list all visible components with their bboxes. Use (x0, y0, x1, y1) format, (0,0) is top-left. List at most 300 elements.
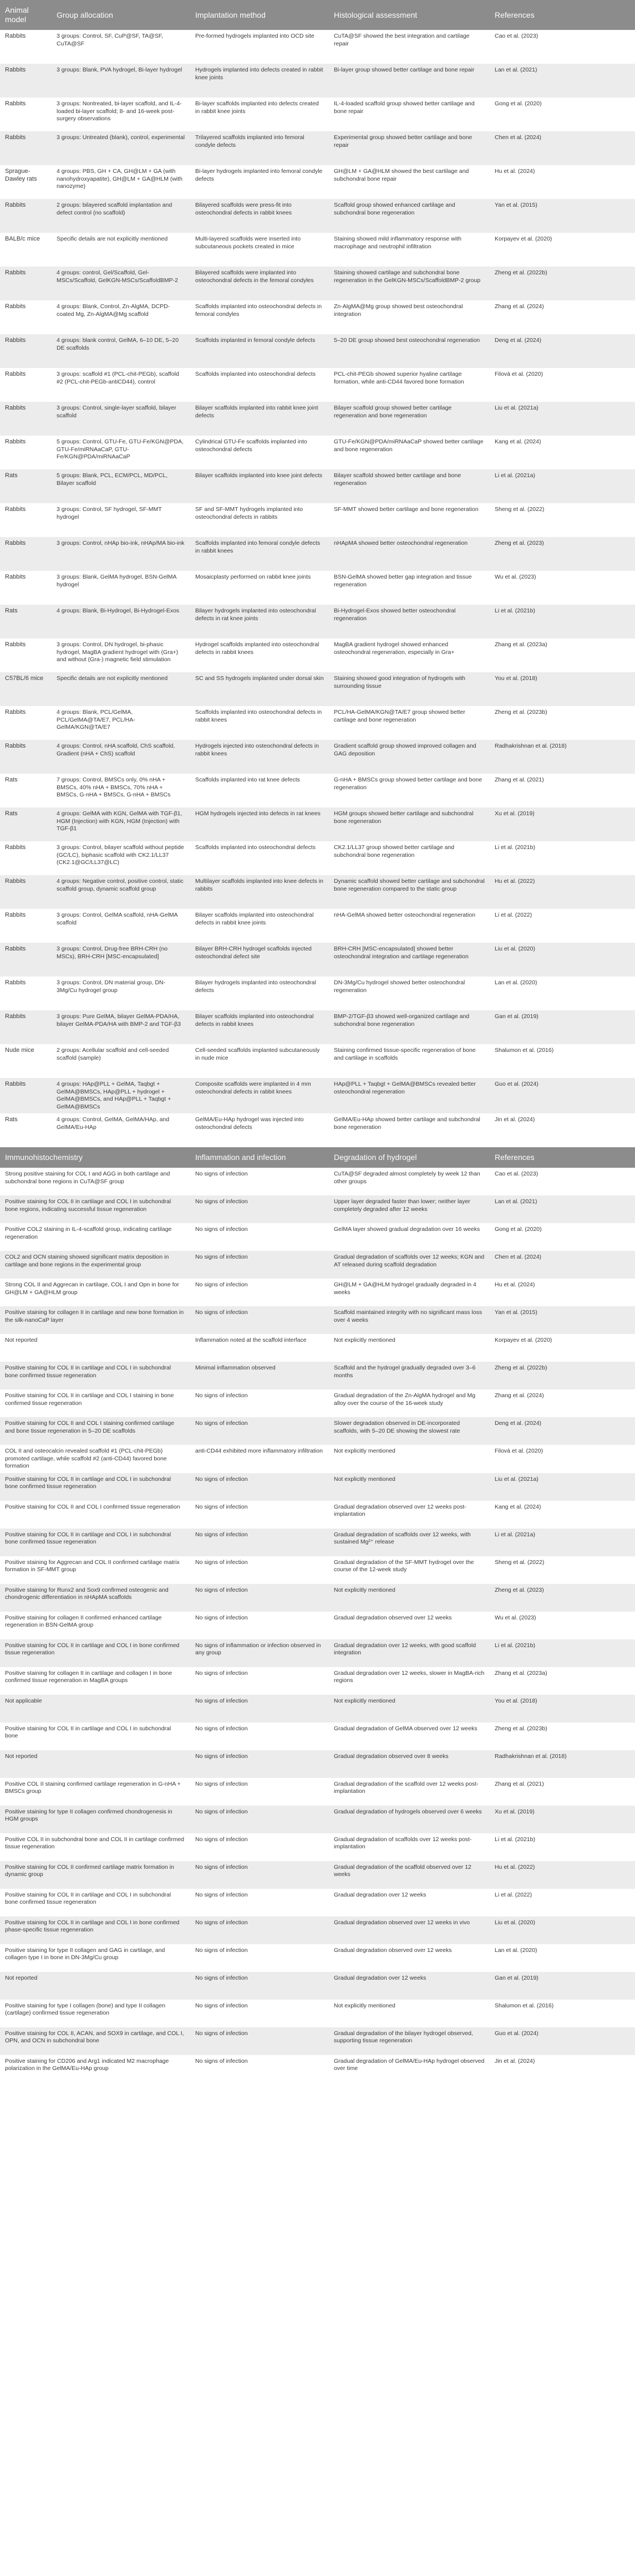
implantation-method-cell: Bilayer BRH-CRH hydrogel scaffolds injected osteochondral defect site (190, 943, 329, 977)
table-row (0, 875, 635, 909)
inflammation-cell: No signs of infection (190, 1279, 329, 1306)
reference-cell: Wu et al. (2023) (490, 571, 635, 605)
animal-model-cell: Rabbits (0, 267, 52, 300)
inflammation-cell: No signs of infection (190, 1806, 329, 1833)
group-allocation-cell: 2 groups: bilayered scaffold implantation and defect control (no scaffold) (52, 199, 190, 233)
animal-model-cell: Rabbits (0, 740, 52, 774)
animal-model-cell: Rabbits (0, 368, 52, 402)
inflammation-cell: No signs of infection (190, 1306, 329, 1334)
histological-assessment-cell: SF-MMT showed better cartilage and bone regeneration (329, 503, 490, 537)
immunohistochemistry-cell: Positive staining for COL II in cartilage and COL I in subchondral bone confirmed tissue regeneration (0, 1889, 190, 1916)
histological-assessment-cell: HAp@PLL + Taqbgt + GelMA@BMSCs revealed better osteochondral regeneration (329, 1078, 490, 1113)
table-row (0, 1473, 635, 1501)
inflammation-cell: No signs of infection (190, 1916, 329, 1944)
histological-assessment-cell: 5–20 DE group showed best osteochondral regeneration (329, 334, 490, 368)
table-row (0, 1501, 635, 1529)
degradation-cell: Scaffold maintained integrity with no significant mass loss over 4 weeks (329, 1306, 490, 1334)
histological-assessment-cell: Scaffold group showed enhanced cartilage and subchondral bone regeneration (329, 199, 490, 233)
reference-cell: Kang et al. (2024) (490, 436, 635, 469)
table-row (0, 571, 635, 605)
immunohistochemistry-cell: Positive staining for COL II in cartilage and COL I staining in bone confirmed tissue regeneration (0, 1389, 190, 1417)
immunohistochemistry-cell: Positive staining for COL II in cartilage and COL I in bone confirmed tissue regeneration (0, 1639, 190, 1667)
implantation-method-cell: Bilayer scaffolds implanted into osteochondral defects in rabbit knees (190, 1010, 329, 1044)
degradation-cell: Slower degradation observed in DE-incorporated scaffolds, with 5–20 DE showing the slowest rate (329, 1417, 490, 1445)
implantation-method-cell: Hydrogels injected into osteochondral defects in rabbit knees (190, 740, 329, 774)
immunohistochemistry-cell: Positive staining for COL II in cartilage and COL I in subchondral bone (0, 1723, 190, 1750)
immunohistochemistry-cell: Not reported (0, 1750, 190, 1778)
group-allocation-cell: 3 groups: Control, SF hydrogel, SF-MMT hydrogel (52, 503, 190, 537)
implantation-method-cell: Scaffolds implanted in femoral condyle defects (190, 334, 329, 368)
table-row (0, 1778, 635, 1806)
degradation-cell: Gradual degradation of hydrogels observed over 6 weeks (329, 1806, 490, 1833)
implantation-method-cell: Bi-layer scaffolds implanted into defects created in rabbit knee joints (190, 98, 329, 131)
implantation-method-cell: Bilayered scaffolds were implanted into osteochondral defects in the femoral condyles (190, 267, 329, 300)
immunohistochemistry-cell: Positive staining for collagen II confirmed enhanced cartilage regeneration in BSN-GelMA group (0, 1612, 190, 1639)
inflammation-cell: No signs of infection (190, 1750, 329, 1778)
animal-model-cell: Rabbits (0, 199, 52, 233)
animal-model-table (0, 0, 635, 1147)
immunohistochemistry-cell: Positive staining for COL II in cartilage and COL I in subchondral bone confirmed tissue regeneration (0, 1362, 190, 1389)
animal-model-cell: Rabbits (0, 334, 52, 368)
reference-cell: Li et al. (2021a) (490, 469, 635, 503)
histological-assessment-cell: Bilayer scaffold group showed better cartilage regeneration and bone regeneration (329, 402, 490, 436)
table-row (0, 1916, 635, 1944)
reference-cell: Zheng et al. (2023b) (490, 1723, 635, 1750)
reference-cell: Cao et al. (2023) (490, 1168, 635, 1195)
table-row (0, 1279, 635, 1306)
reference-cell: Li et al. (2021b) (490, 841, 635, 875)
table-body (0, 1168, 635, 2083)
inflammation-cell: No signs of infection (190, 1529, 329, 1556)
animal-model-cell: Rabbits (0, 977, 52, 1010)
table-row (0, 672, 635, 706)
reference-cell: Jin et al. (2024) (490, 2055, 635, 2083)
degradation-cell: Not explicitly mentioned (329, 1695, 490, 1723)
inflammation-cell: No signs of infection (190, 1501, 329, 1529)
reference-cell: Zheng et al. (2023b) (490, 706, 635, 740)
immunohistochemistry-cell: Positive COL II staining confirmed cartilage regeneration in G-nHA + BMSCs group (0, 1778, 190, 1806)
animal-model-cell: Rabbits (0, 1078, 52, 1113)
implantation-method-cell: Pre-formed hydrogels implanted into OCD site (190, 30, 329, 64)
inflammation-cell: No signs of infection (190, 1195, 329, 1223)
table-row (0, 1445, 635, 1473)
inflammation-cell: No signs of infection (190, 1168, 329, 1195)
implantation-method-cell: Scaffolds implanted into femoral condyle defects in rabbit knees (190, 537, 329, 571)
histological-assessment-cell: Bi-layer group showed better cartilage and bone repair (329, 64, 490, 98)
inflammation-cell: No signs of infection (190, 1473, 329, 1501)
table-row (0, 1695, 635, 1723)
implantation-method-cell: Scaffolds implanted into osteochondral defects in femoral condyles (190, 300, 329, 334)
immunohistochemistry-cell: Positive staining for COL II and COL I confirmed tissue regeneration (0, 1501, 190, 1529)
table-row (0, 1556, 635, 1584)
degradation-cell: Gradual degradation of scaffolds over 12 weeks post-implantation (329, 1833, 490, 1861)
degradation-cell: Scaffold and the hydrogel gradually degraded over 3–6 months (329, 1362, 490, 1389)
inflammation-cell: No signs of infection (190, 1251, 329, 1279)
table-row (0, 1010, 635, 1044)
histological-assessment-cell: DN-3Mg/Cu hydrogel showed better osteochondral regeneration (329, 977, 490, 1010)
group-allocation-cell: 3 groups: Control, SF, CuP@SF, TA@SF, CuTA@SF (52, 30, 190, 64)
table-row (0, 402, 635, 436)
inflammation-cell: No signs of infection (190, 1667, 329, 1695)
animal-model-cell: Rabbits (0, 909, 52, 943)
reference-cell: Jin et al. (2024) (490, 1113, 635, 1147)
group-allocation-cell: 4 groups: GelMA with KGN, GelMA with TGF-β1, HGM (Injection) with KGN, HGM (Injection) with TGF-β1 (52, 807, 190, 841)
histological-assessment-cell: MagBA gradient hydrogel showed enhanced osteochondral regeneration, especially in Gra+ (329, 638, 490, 672)
immunohistochemistry-cell: COL II and osteocalcin revealed scaffold #1 (PCL-chit-PEGb) promoted cartilage, while scaffold #2 (anti-CD44) favored bone formation (0, 1445, 190, 1473)
table-row (0, 1972, 635, 2000)
table-row (0, 30, 635, 64)
table-row (0, 1584, 635, 1612)
table-row (0, 1389, 635, 1417)
inflammation-cell: No signs of infection (190, 1695, 329, 1723)
histological-assessment-cell: CuTA@SF showed the best integration and cartilage repair (329, 30, 490, 64)
reference-cell: Liu et al. (2021a) (490, 1473, 635, 1501)
inflammation-cell: Inflammation noted at the scaffold interface (190, 1334, 329, 1362)
inflammation-cell: No signs of infection (190, 1556, 329, 1584)
degradation-cell: Gradual degradation over 12 weeks, slower in MagBA-rich regions (329, 1667, 490, 1695)
animal-model-cell: Rabbits (0, 537, 52, 571)
group-allocation-cell: 4 groups: HAp@PLL + GelMA, Taqbgt + GelMA@BMSCs, HAp@PLL + hydrogel + GelMA@BMSCs, and HAp@PLL + Taqbgt + GelMA@BMSCs (52, 1078, 190, 1113)
reference-cell: Xu et al. (2019) (490, 1806, 635, 1833)
animal-model-cell: Rabbits (0, 841, 52, 875)
animal-model-cell: Rabbits (0, 1010, 52, 1044)
header-inflammation-infection: Inflammation and infection (190, 1147, 329, 1168)
table-row (0, 605, 635, 638)
degradation-cell: Gradual degradation of the scaffold over 12 weeks post-implantation (329, 1778, 490, 1806)
inflammation-cell: No signs of infection (190, 1972, 329, 2000)
header-references: References (490, 0, 635, 30)
group-allocation-cell: 3 groups: Control, bilayer scaffold without peptide (GC/LC), biphasic scaffold with CK2.1/LL37 (CK2.1@GC/LL37@LC) (52, 841, 190, 875)
reference-cell: Chen et al. (2024) (490, 131, 635, 165)
table-row (0, 1306, 635, 1334)
reference-cell: Li et al. (2021b) (490, 1639, 635, 1667)
group-allocation-cell: Specific details are not explicitly mentioned (52, 672, 190, 706)
inflammation-cell: No signs of infection (190, 1861, 329, 1889)
table-row (0, 909, 635, 943)
immunohistochemistry-cell: Positive staining for type I collagen (bone) and type II collagen (cartilage) confirmed tissue regeneration (0, 2000, 190, 2027)
header-histological-assessment: Histological assessment (329, 0, 490, 30)
implantation-method-cell: Bilayered scaffolds were press-fit into osteochondral defects in rabbit knees (190, 199, 329, 233)
degradation-cell: Not explicitly mentioned (329, 1584, 490, 1612)
animal-model-cell: Rats (0, 1113, 52, 1147)
degradation-cell: Gradual degradation of the Zn-AlgMA hydrogel and Mg alloy over the course of the 16-week study (329, 1389, 490, 1417)
group-allocation-cell: 3 groups: Control, Drug-free BRH-CRH (no MSCs), BRH-CRH [MSC-encapsulated] (52, 943, 190, 977)
inflammation-cell: No signs of infection (190, 2055, 329, 2083)
histological-assessment-cell: BRH-CRH [MSC-encapsulated] showed better osteochondral integration and cartilage regeneration (329, 943, 490, 977)
reference-cell: Zhang et al. (2023a) (490, 638, 635, 672)
table-row (0, 2055, 635, 2083)
immunohistochemistry-cell: Positive staining for COL II in cartilage and COL I in subchondral bone regions, indicating successful tissue regeneration (0, 1195, 190, 1223)
table-row (0, 436, 635, 469)
table-row (0, 2000, 635, 2027)
degradation-cell: Gradual degradation of GelMA/Eu-HAp hydrogel observed over time (329, 2055, 490, 2083)
degradation-cell: Gradual degradation observed over 8 weeks (329, 1750, 490, 1778)
degradation-cell: Gradual degradation over 12 weeks, with good scaffold integration (329, 1639, 490, 1667)
table-row (0, 503, 635, 537)
histological-assessment-cell: HGM groups showed better cartilage and subchondral bone regeneration (329, 807, 490, 841)
reference-cell: Zhang et al. (2024) (490, 1389, 635, 1417)
reference-cell: Li et al. (2021b) (490, 1833, 635, 1861)
table-row (0, 233, 635, 267)
immunohistochemistry-cell: Positive staining for COL II in cartilage and COL I in bone confirmed phase-specific tissue regeneration (0, 1916, 190, 1944)
table-row (0, 1044, 635, 1078)
group-allocation-cell: 3 groups: Untreated (blank), control, experimental (52, 131, 190, 165)
implantation-method-cell: HGM hydrogels injected into defects in rat knees (190, 807, 329, 841)
immunohistochemistry-cell: Strong COL II and Aggrecan in cartilage, COL I and Opn in bone for GH@LM + GA@HLM group (0, 1279, 190, 1306)
inflammation-cell: No signs of infection (190, 2000, 329, 2027)
inflammation-cell: anti-CD44 exhibited more inflammatory infiltration (190, 1445, 329, 1473)
implantation-method-cell: Hydrogel scaffolds implanted into osteochondral defects in rabbit knees (190, 638, 329, 672)
reference-cell: Lan et al. (2021) (490, 1195, 635, 1223)
animal-model-cell: C57BL/6 mice (0, 672, 52, 706)
degradation-cell: Gradual degradation of GelMA observed over 12 weeks (329, 1723, 490, 1750)
group-allocation-cell: 3 groups: Control, GelMA scaffold, nHA-GelMA scaffold (52, 909, 190, 943)
reference-cell: Kang et al. (2024) (490, 1501, 635, 1529)
table-row (0, 1944, 635, 1972)
degradation-cell: Upper layer degraded faster than lower; neither layer completely degraded after 12 weeks (329, 1195, 490, 1223)
table-header-row (0, 1147, 635, 1168)
reference-cell: Zhang et al. (2021) (490, 1778, 635, 1806)
table-row (0, 1833, 635, 1861)
degradation-cell: Gradual degradation of scaffolds over 12 weeks, with sustained Mg²⁺ release (329, 1529, 490, 1556)
table-row (0, 1667, 635, 1695)
immunohistochemistry-cell: Positive COL II in subchondral bone and COL II in cartilage confirmed tissue regeneration (0, 1833, 190, 1861)
degradation-cell: CuTA@SF degraded almost completely by week 12 than other groups (329, 1168, 490, 1195)
animal-model-cell: Rabbits (0, 436, 52, 469)
animal-model-cell: Rabbits (0, 402, 52, 436)
immunohistochemistry-cell: Positive staining for COL II in cartilage and COL I in subchondral bone confirmed tissue regeneration (0, 1529, 190, 1556)
table-row (0, 2027, 635, 2055)
reference-cell: Gan et al. (2019) (490, 1972, 635, 2000)
implantation-method-cell: SF and SF-MMT hydrogels implanted into osteochondral defects in rabbits (190, 503, 329, 537)
reference-cell: Zheng et al. (2023) (490, 1584, 635, 1612)
group-allocation-cell: 4 groups: control, Gel/Scaffold, Gel-MSCs/Scaffold, GelKGN-MSCs/ScaffoldBMP-2 (52, 267, 190, 300)
immunohistochemistry-cell: Positive staining for Aggrecan and COL II confirmed cartilage matrix formation in SF-MMT group (0, 1556, 190, 1584)
animal-model-cell: Rabbits (0, 943, 52, 977)
reference-cell: Gong et al. (2020) (490, 1223, 635, 1251)
inflammation-cell: Minimal inflammation observed (190, 1362, 329, 1389)
table-body (0, 30, 635, 1147)
histological-assessment-cell: Experimental group showed better cartilage and bone repair (329, 131, 490, 165)
group-allocation-cell: 3 groups: scaffold #1 (PCL-chit-PEGb), scaffold #2 (PCL-chit-PEGb-antiCD44), control (52, 368, 190, 402)
immunohistochemistry-cell: Not applicable (0, 1695, 190, 1723)
degradation-cell: Gradual degradation observed over 12 weeks (329, 1612, 490, 1639)
table-row (0, 368, 635, 402)
table-row (0, 1251, 635, 1279)
group-allocation-cell: 4 groups: PBS, GH + CA, GH@LM + GA (with nanohydroxyapatite), GH@LM + GA@HLM (with nanozyme) (52, 165, 190, 199)
header-group-allocation: Group allocation (52, 0, 190, 30)
reference-cell: Filová et al. (2020) (490, 1445, 635, 1473)
reference-cell: Zhang et al. (2024) (490, 300, 635, 334)
table-row (0, 1806, 635, 1833)
degradation-cell: Not explicitly mentioned (329, 2000, 490, 2027)
group-allocation-cell: 3 groups: Control, DN material group, DN-3Mg/Cu hydrogel group (52, 977, 190, 1010)
implantation-method-cell: Cylindrical GTU-Fe scaffolds implanted into osteochondral defects (190, 436, 329, 469)
group-allocation-cell: 3 groups: Control, nHAp bio-ink, nHAp/MA bio-ink (52, 537, 190, 571)
table-row (0, 300, 635, 334)
table-row (0, 334, 635, 368)
histological-assessment-cell: Dynamic scaffold showed better cartilage and subchondral bone regeneration compared to the static group (329, 875, 490, 909)
implantation-method-cell: Bilayer scaffolds implanted into osteochondral defects in rabbit knee joints (190, 909, 329, 943)
table-row (0, 537, 635, 571)
group-allocation-cell: 4 groups: Blank, PCL/GelMA, PCL/GelMA@TA/E7, PCL/HA-GelMA/KGN@TA/E7 (52, 706, 190, 740)
inflammation-cell: No signs of infection (190, 1584, 329, 1612)
inflammation-cell: No signs of infection (190, 1612, 329, 1639)
histological-assessment-cell: BSN-GelMA showed better gap integration and tissue regeneration (329, 571, 490, 605)
reference-cell: Liu et al. (2021a) (490, 402, 635, 436)
histological-assessment-cell: PCL-chit-PEGb showed superior hyaline cartilage formation, while anti-CD44 favored bone formation (329, 368, 490, 402)
degradation-cell: Gradual degradation over 12 weeks (329, 1972, 490, 2000)
immunohistochemistry-cell: COL2 and OCN staining showed significant matrix deposition in cartilage and bone regions in the experimental group (0, 1251, 190, 1279)
animal-model-cell: Rabbits (0, 300, 52, 334)
immunohistochemistry-cell: Strong positive staining for COL I and AGG in both cartilage and subchondral bone regions in CuTA@SF group (0, 1168, 190, 1195)
group-allocation-cell: 3 groups: Control, single-layer scaffold, bilayer scaffold (52, 402, 190, 436)
header-animal-model: Animal model (0, 0, 52, 30)
reference-cell: Zhang et al. (2023a) (490, 1667, 635, 1695)
degradation-cell: Gradual degradation observed over 12 weeks post-implantation (329, 1501, 490, 1529)
inflammation-cell: No signs of infection (190, 1223, 329, 1251)
reference-cell: Shalumon et al. (2016) (490, 2000, 635, 2027)
degradation-cell: Gradual degradation observed over 12 weeks (329, 1944, 490, 1972)
reference-cell: You et al. (2018) (490, 672, 635, 706)
inflammation-cell: No signs of infection (190, 1889, 329, 1916)
reference-cell: Li et al. (2021a) (490, 1529, 635, 1556)
reference-cell: Sheng et al. (2022) (490, 503, 635, 537)
table-row (0, 841, 635, 875)
immunohistochemistry-cell: Not reported (0, 1334, 190, 1362)
animal-model-cell: Rabbits (0, 64, 52, 98)
table-header-row (0, 0, 635, 30)
table-row (0, 740, 635, 774)
implantation-method-cell: Scaffolds implanted into rat knee defects (190, 774, 329, 807)
reference-cell: Deng et al. (2024) (490, 1417, 635, 1445)
reference-cell: Radhakrishnan et al. (2018) (490, 740, 635, 774)
header-implantation-method: Implantation method (190, 0, 329, 30)
immunohistochemistry-cell: Positive staining for collagen II in cartilage and new bone formation in the silk-nanoCaP layer (0, 1306, 190, 1334)
reference-cell: Gan et al. (2019) (490, 1010, 635, 1044)
implantation-method-cell: Cell-seeded scaffolds implanted subcutaneously in nude mice (190, 1044, 329, 1078)
table-row (0, 131, 635, 165)
inflammation-cell: No signs of infection (190, 1723, 329, 1750)
group-allocation-cell: 3 groups: Blank, GelMA hydrogel, BSN-GelMA hydrogel (52, 571, 190, 605)
reference-cell: Guo et al. (2024) (490, 1078, 635, 1113)
degradation-cell: Gradual degradation of the SF-MMT hydrogel over the course of the 12-week study (329, 1556, 490, 1584)
histological-assessment-cell: GTU-Fe/KGN@PDA/miRNAaCaP showed better cartilage and bone regeneration (329, 436, 490, 469)
reference-cell: Gong et al. (2020) (490, 98, 635, 131)
reference-cell: Liu et al. (2020) (490, 943, 635, 977)
header-references: References (490, 1147, 635, 1168)
table-row (0, 807, 635, 841)
immunohistochemistry-cell: Positive staining for type II collagen confirmed chondrogenesis in HGM groups (0, 1806, 190, 1833)
implantation-method-cell: Bilayer scaffolds implanted into rabbit knee joint defects (190, 402, 329, 436)
animal-model-cell: Rats (0, 605, 52, 638)
group-allocation-cell: 3 groups: Nontreated, bi-layer scaffold, and IL-4-loaded bi-layer scaffold; 8- and 16-week post-surgery observations (52, 98, 190, 131)
reference-cell: Zheng et al. (2022b) (490, 267, 635, 300)
table-row (0, 1168, 635, 1195)
reference-cell: Hu et al. (2024) (490, 1279, 635, 1306)
histological-assessment-cell: Staining showed mild inflammatory response with macrophage and neutrophil infiltration (329, 233, 490, 267)
table-row (0, 165, 635, 199)
animal-model-cell: BALB/c mice (0, 233, 52, 267)
implantation-method-cell: Scaffolds implanted into osteochondral defects (190, 841, 329, 875)
group-allocation-cell: 3 groups: Pure GelMA, bilayer GelMA-PDA/HA, bilayer GelMA-PDA/HA with BMP-2 and TGF-β3 (52, 1010, 190, 1044)
animal-model-cell: Rabbits (0, 875, 52, 909)
table-row (0, 774, 635, 807)
immunohistochemistry-cell: Positive staining for COL II and COL I staining confirmed cartilage and bone tissue regeneration in 5–20 DE scaffolds (0, 1417, 190, 1445)
immunohistochemistry-cell: Positive staining for COL II confirmed cartilage matrix formation in dynamic group (0, 1861, 190, 1889)
degradation-cell: Gradual degradation observed over 12 weeks in vivo (329, 1916, 490, 1944)
table-row (0, 1417, 635, 1445)
table-row (0, 1195, 635, 1223)
degradation-cell: GH@LM + GA@HLM hydrogel gradually degraded in 4 weeks (329, 1279, 490, 1306)
table-row (0, 1750, 635, 1778)
histological-assessment-cell: Staining showed cartilage and subchondral bone regeneration in the GelKGN-MSCs/ScaffoldBMP-2 group (329, 267, 490, 300)
group-allocation-cell: 4 groups: Control, nHA scaffold, ChS scaffold, Gradient (nHA + ChS) scaffold (52, 740, 190, 774)
immunohistochemistry-cell: Positive staining for CD206 and Arg1 indicated M2 macrophage polarization in the GelMA/Eu-HAp group (0, 2055, 190, 2083)
reference-cell: Filová et al. (2020) (490, 368, 635, 402)
implantation-method-cell: Bilayer scaffolds implanted into knee joint defects (190, 469, 329, 503)
table-row (0, 977, 635, 1010)
degradation-cell: Gradual degradation over 12 weeks (329, 1889, 490, 1916)
table-row (0, 1078, 635, 1113)
reference-cell: Shalumon et al. (2016) (490, 1044, 635, 1078)
animal-model-cell: Sprague-Dawley rats (0, 165, 52, 199)
reference-cell: Lan et al. (2021) (490, 64, 635, 98)
degradation-cell: Gradual degradation of the scaffold observed over 12 weeks (329, 1861, 490, 1889)
reference-cell: Yan et al. (2015) (490, 1306, 635, 1334)
animal-model-cell: Rats (0, 807, 52, 841)
animal-model-cell: Rabbits (0, 30, 52, 64)
immunohistochemistry-cell: Not reported (0, 1972, 190, 2000)
degradation-cell: Not explicitly mentioned (329, 1473, 490, 1501)
inflammation-cell: No signs of infection (190, 1944, 329, 1972)
reference-cell: Lan et al. (2020) (490, 1944, 635, 1972)
table-row (0, 1612, 635, 1639)
table-row (0, 199, 635, 233)
immunohistochemistry-cell: Positive staining for type II collagen and GAG in cartilage, and collagen type I in bone in DN-3Mg/Cu group (0, 1944, 190, 1972)
histological-assessment-cell: Bi-Hydrogel-Exos showed better osteochondral regeneration (329, 605, 490, 638)
implantation-method-cell: Scaffolds implanted into osteochondral defects (190, 368, 329, 402)
group-allocation-cell: 2 groups: Acellular scaffold and cell-seeded scaffold (sample) (52, 1044, 190, 1078)
reference-cell: Korpayev et al. (2020) (490, 1334, 635, 1362)
group-allocation-cell: Specific details are not explicitly mentioned (52, 233, 190, 267)
histological-assessment-cell: Zn-AlgMA@Mg group showed best osteochondral integration (329, 300, 490, 334)
animal-model-cell: Rabbits (0, 638, 52, 672)
group-allocation-cell: 4 groups: Negative control, positive control, static scaffold group, dynamic scaffold group (52, 875, 190, 909)
reference-cell: Guo et al. (2024) (490, 2027, 635, 2055)
immunohistochemistry-cell: Positive staining for Runx2 and Sox9 confirmed osteogenic and chondrogenic differentiation in nHApMA scaffolds (0, 1584, 190, 1612)
implantation-method-cell: Bilayer hydrogels implanted into osteochondral defects (190, 977, 329, 1010)
group-allocation-cell: 7 groups: Control, BMSCs only, 0% nHA + BMSCs, 40% nHA + BMSCs, 70% nHA + BMSCs, G-nHA + BMSCs, G-nHA + BMSCs (52, 774, 190, 807)
inflammation-cell: No signs of infection (190, 1417, 329, 1445)
animal-model-cell: Rabbits (0, 571, 52, 605)
reference-cell: Hu et al. (2022) (490, 1861, 635, 1889)
histological-assessment-cell: GelMA/Eu-HAp showed better cartilage and subchondral bone regeneration (329, 1113, 490, 1147)
degradation-cell: Gradual degradation of the bilayer hydrogel observed, supporting tissue regeneration (329, 2027, 490, 2055)
histological-assessment-cell: GH@LM + GA@HLM showed the best cartilage and subchondral bone repair (329, 165, 490, 199)
inflammation-cell: No signs of infection (190, 1778, 329, 1806)
animal-model-cell: Rats (0, 469, 52, 503)
degradation-cell: Not explicitly mentioned (329, 1445, 490, 1473)
reference-cell: Radhakrishnan et al. (2018) (490, 1750, 635, 1778)
histological-assessment-cell: Staining showed good integration of hydrogels with surrounding tissue (329, 672, 490, 706)
immunohistochemistry-cell: Positive staining for collagen II in cartilage and collagen I in bone confirmed tissue regeneration in MagBA groups (0, 1667, 190, 1695)
degradation-cell: Gradual degradation of scaffolds over 12 weeks; KGN and AT released during scaffold degradation (329, 1251, 490, 1279)
group-allocation-cell: 4 groups: Control, GelMA, GelMA/HAp, and GelMA/Eu-HAp (52, 1113, 190, 1147)
histological-assessment-cell: Staining confirmed tissue-specific regeneration of bone and cartilage in scaffolds (329, 1044, 490, 1078)
group-allocation-cell: 4 groups: Blank, Bi-Hydrogel, Bi-Hydrogel-Exos (52, 605, 190, 638)
group-allocation-cell: 3 groups: Control, DN hydrogel, bi-phasic hydrogel, MagBA gradient hydrogel with (Gra+) and without (Gra-) magnetic field stimulation (52, 638, 190, 672)
